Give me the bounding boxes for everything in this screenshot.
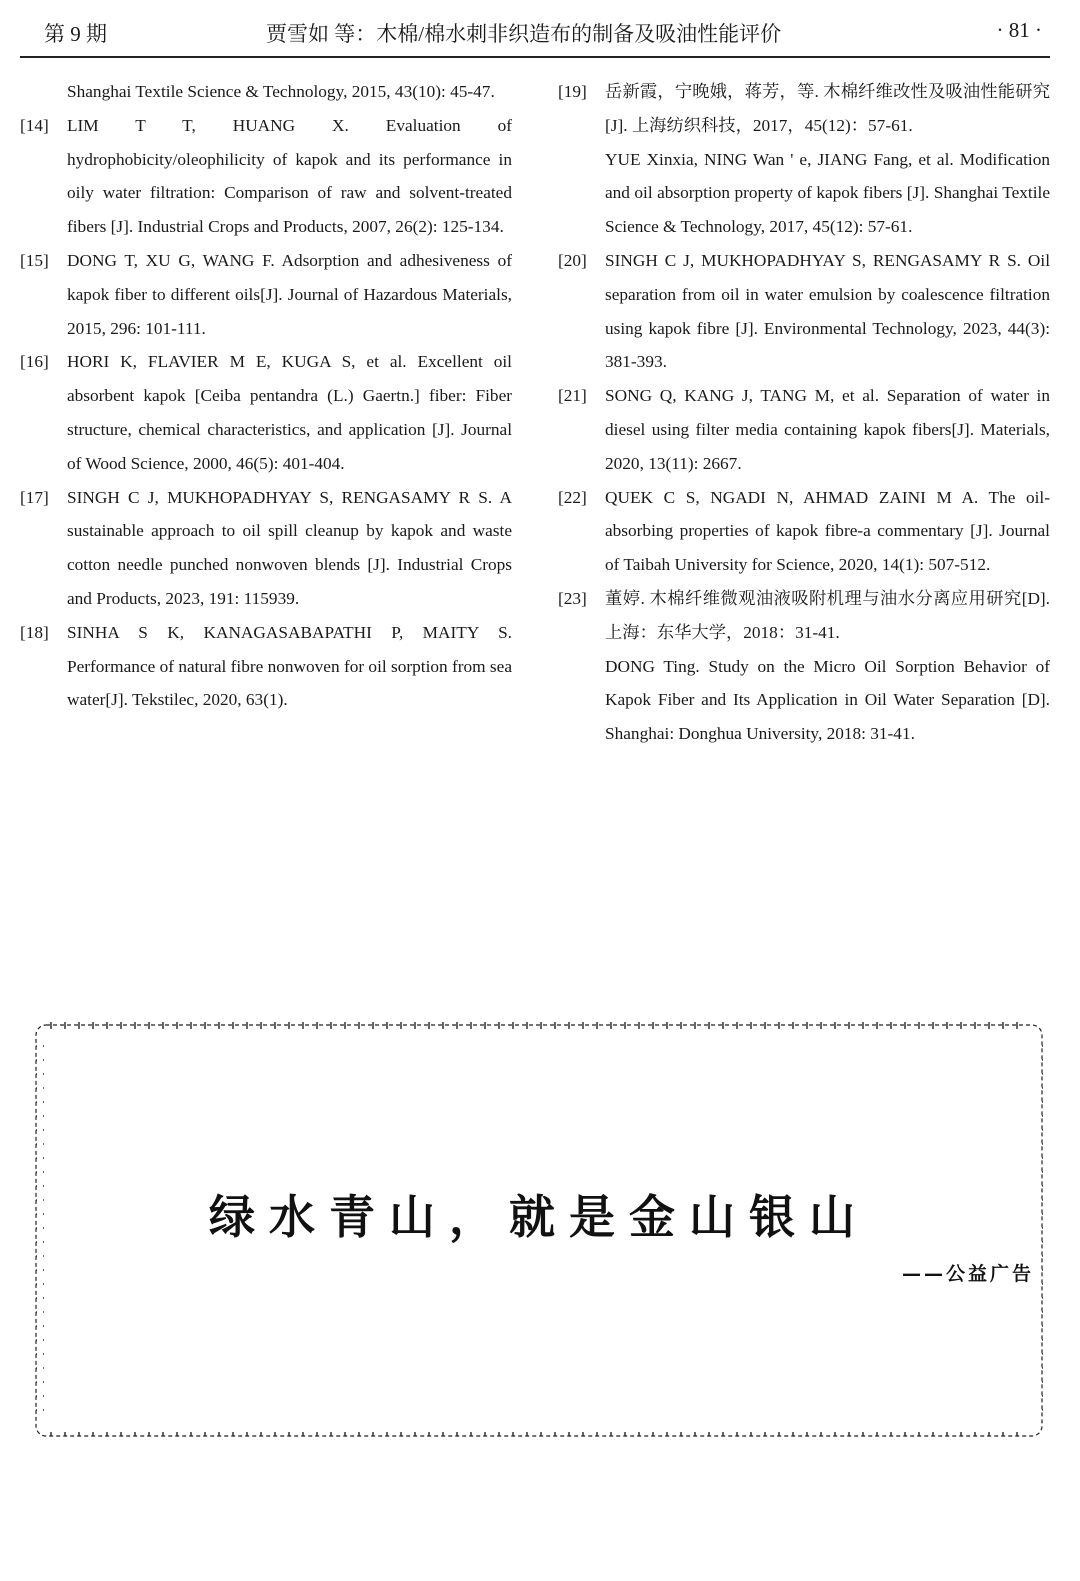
references-column-left: [20, 75, 512, 717]
reference-text: SINHA S K, KANAGASABAPATHI P, MAITY S. Performance of natural fibre nonwoven for oil sorption from sea water[J]. Tekstilec, 2020, 63(1).: [67, 622, 512, 710]
article-title: 贾雪如 等：木棉/棉水刺非织造布的制备及吸油性能评价: [266, 22, 782, 46]
public-service-advert: [30, 1019, 1048, 1442]
references-column-right: [558, 75, 1050, 751]
advert-slogan: 绿水青山，就是金山银山: [209, 1190, 869, 1244]
reference-item: [20, 109, 512, 244]
issue-number: 第 9 期: [44, 22, 107, 46]
reference-number: [20]: [558, 250, 587, 270]
reference-item: [20, 616, 512, 717]
reference-text: Shanghai Textile Science & Technology, 2015, 43(10): 45-47.: [67, 82, 495, 101]
reference-text: HORI K, FLAVIER M E, KUGA S, et al. Excellent oil absorbent kapok [Ceiba pentandra (L.) Gaertn.] fiber: Fiber structure, chemical characteristics, and application [J]. Journal of Wood Science, 2000, 46(5): 401-404.: [67, 352, 512, 473]
reference-item: [20, 75, 512, 109]
reference-item: [558, 379, 1050, 480]
reference-item: [558, 75, 1050, 244]
reference-number: [16]: [20, 352, 49, 372]
reference-number: [18]: [20, 622, 49, 642]
reference-number: [19]: [558, 82, 587, 101]
running-header: [20, 0, 1050, 58]
reference-text: QUEK C S, NGADI N, AHMAD ZAINI M A. The oil-absorbing properties of kapok fibre-a commentary [J]. Journal of Taibah University for Science, 2020, 14(1): 507-512.: [605, 487, 1050, 575]
reference-number: [23]: [558, 588, 587, 608]
reference-item: [20, 244, 512, 345]
reference-item: [558, 244, 1050, 379]
reference-text: LIM T T, HUANG X. Evaluation of hydrophobicity/oleophilicity of kapok and its performance in oily water filtration: Comparison of raw and solvent-treated fibers [J]. Industrial Crops and Products, 2007, 26(2): 125-134.: [67, 115, 512, 237]
reference-item: [558, 582, 1050, 751]
reference-number: [22]: [558, 487, 587, 507]
reference-number: [21]: [558, 386, 587, 406]
reference-text: SONG Q, KANG J, TANG M, et al. Separation of water in diesel using filter media containing kapok fibers[J]. Materials, 2020, 13(11): 2667.: [605, 386, 1050, 473]
reference-item: [20, 481, 512, 616]
reference-number: [14]: [20, 115, 49, 135]
advert-signature: ——公益广告: [901, 1263, 1034, 1285]
reference-text: SINGH C J, MUKHOPADHYAY S, RENGASAMY R S. Oil separation from oil in water emulsion by coalescence filtration using kapok fibre [J]. Environmental Technology, 2023, 44(3): 381-393.: [605, 250, 1050, 372]
reference-item: [20, 345, 512, 480]
reference-text: DONG T, XU G, WANG F. Adsorption and adhesiveness of kapok fiber to different oils[J]. Journal of Hazardous Materials, 2015, 296: 101-111.: [67, 250, 512, 338]
reference-number: [17]: [20, 487, 49, 507]
reference-item: [558, 481, 1050, 582]
page-number: · 81 ·: [996, 18, 1042, 42]
reference-text-chinese: 董婷. 木棉纤维微观油液吸附机理与油水分离应用研究[D]. 上海：东华大学，2018：31-41.: [605, 588, 1050, 642]
reference-number: [15]: [20, 250, 49, 270]
reference-text-english: YUE Xinxia, NING Wan ' e, JIANG Fang, et al. Modification and oil absorption property of kapok fibers [J]. Shanghai Textile Science & Technology, 2017, 45(12): 57-61.: [605, 149, 1050, 237]
reference-text: SINGH C J, MUKHOPADHYAY S, RENGASAMY R S. A sustainable approach to oil spill cleanup by kapok and waste cotton needle punched nonwoven blends [J]. Industrial Crops and Products, 2023, 191: 115939.: [67, 487, 512, 608]
reference-text-english: DONG Ting. Study on the Micro Oil Sorption Behavior of Kapok Fiber and Its Application in Oil Water Separation [D]. Shanghai: Donghua University, 2018: 31-41.: [605, 656, 1050, 744]
reference-text-chinese: 岳新霞，宁晚娥，蒋芳，等. 木棉纤维改性及吸油性能研究[J]. 上海纺织科技，2017，45(12)：57-61.: [605, 82, 1050, 135]
